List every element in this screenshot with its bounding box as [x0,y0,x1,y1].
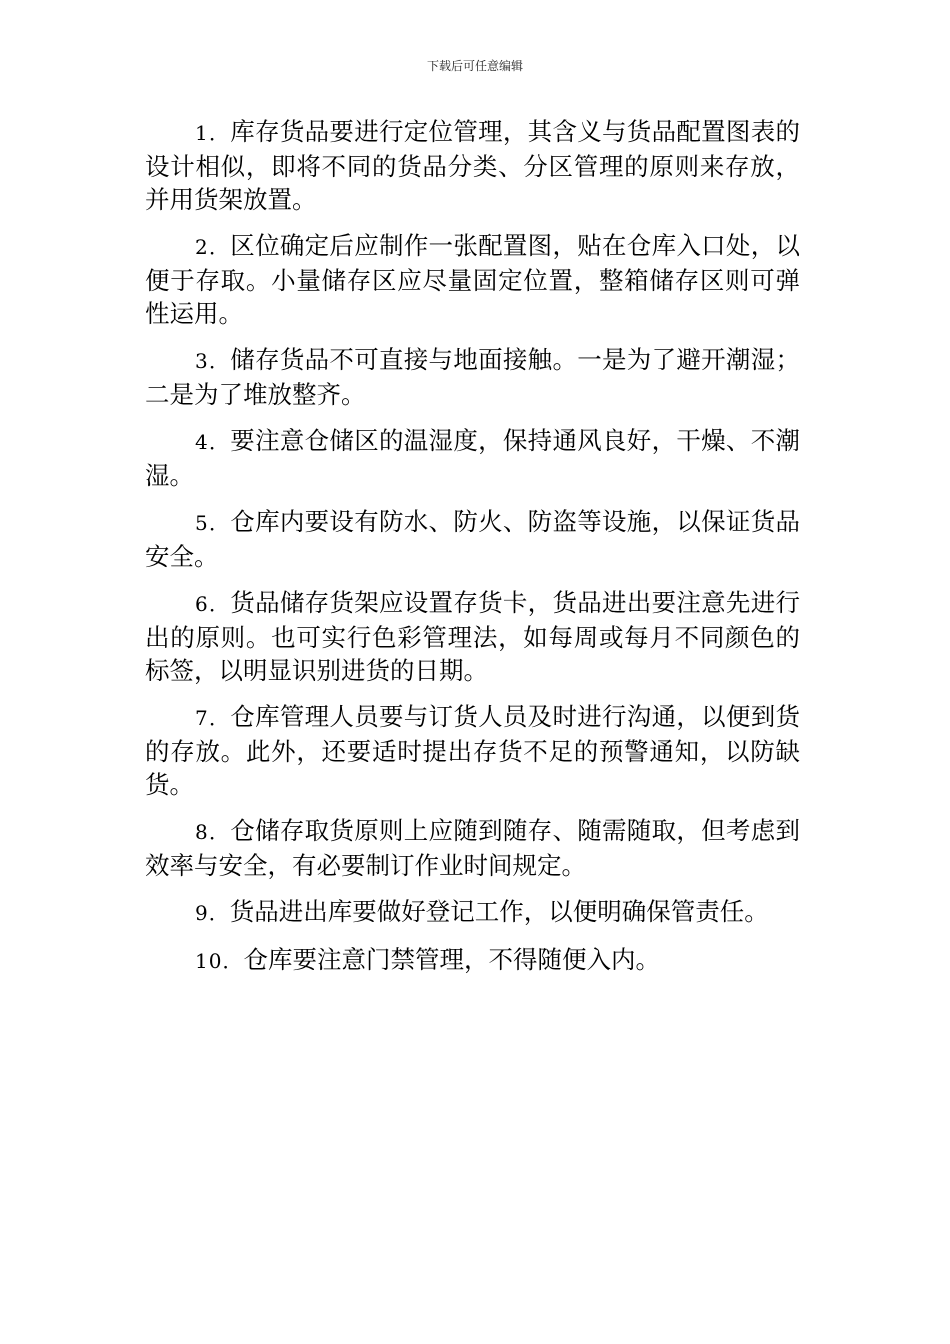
paragraph-number: 4． [195,430,231,454]
paragraph-6 [145,586,800,687]
paragraph-text: 储存货品不可直接与地面接触。一是为了避开潮湿；二是为了堆放整齐。 [145,345,800,409]
paragraph-2 [145,229,800,330]
paragraph-text: 区位确定后应制作一张配置图，贴在仓库入口处，以便于存取。小量储存区应尽量固定位置，整箱储存区则可弹性运用。 [145,231,800,328]
paragraph-number: 7． [195,706,231,730]
paragraph-1 [145,115,800,216]
paragraph-9 [145,895,800,930]
paragraph-8 [145,814,800,882]
paragraph-number: 2． [195,235,231,259]
paragraph-text: 要注意仓储区的温湿度，保持通风良好，干燥、不潮湿。 [145,426,800,490]
paragraph-text: 仓库管理人员要与订货人员及时进行沟通，以便到货的存放。此外，还要适时提出存货不足的预警通知，以防缺货。 [145,702,800,799]
paragraph-10 [145,943,800,978]
paragraph-text: 库存货品要进行定位管理，其含义与货品配置图表的设计相似，即将不同的货品分类、分区管理的原则来存放，并用货架放置。 [145,117,800,214]
paragraph-7 [145,700,800,801]
paragraph-text: 货品进出库要做好登记工作，以便明确保管责任。 [229,897,769,926]
paragraph-number: 10． [195,949,244,973]
paragraph-text: 货品储存货架应设置存货卡，货品进出要注意先进行出的原则。也可实行色彩管理法，如每周或每月不同颜色的标签，以明显识别进货的日期。 [145,588,800,685]
paragraph-text: 仓库内要设有防水、防火、防盗等设施，以保证货品安全。 [145,507,800,571]
paragraph-number: 8． [195,820,231,844]
paragraph-number: 9． [195,901,230,925]
paragraph-3 [145,343,800,411]
paragraph-number: 5． [195,511,231,535]
paragraph-4 [145,424,800,492]
paragraph-text: 仓储存取货原则上应随到随存、随需随取，但考虑到效率与安全，有必要制订作业时间规定。 [145,816,800,880]
paragraph-number: 3． [195,349,231,373]
document-body [145,115,800,991]
paragraph-number: 1． [195,121,231,145]
paragraph-text: 仓库要注意门禁管理，不得随便入内。 [243,945,660,974]
paragraph-number: 6． [195,592,231,616]
paragraph-5 [145,505,800,573]
page-header: 下载后可任意编辑 [426,59,523,73]
